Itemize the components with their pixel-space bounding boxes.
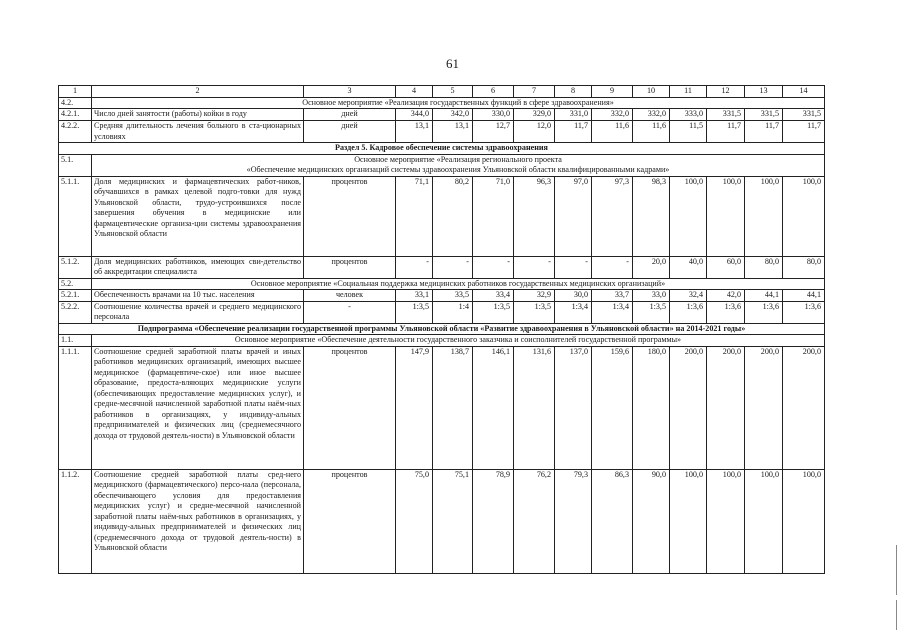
value-cell: 79,3 (555, 469, 592, 573)
page-number: 61 (446, 56, 459, 71)
value-cell: 200,0 (707, 346, 745, 469)
column-number: 3 (304, 86, 396, 98)
value-cell: 96,3 (514, 176, 555, 256)
indicator-description: Соотношение средней заработной платы врачей и иных работников медицинских организаций, имеющих высшее медицинское (фармацевтиче-ское) или иное высшее образование, предоста-вляющих медицинские услуги (обеспечивающих предоставление медицинских услуг), и средне-месячной начисленной заработной платы наём-ных работников в организациях, у индивиду-альных предпринимателей и физических лиц (среднемесячного дохода от трудовой деятель-ности) в Ульяновской области (92, 346, 304, 469)
value-cell: 1:4 (433, 301, 473, 323)
measure-title: Основное мероприятие «Социальная поддержка медицинских работников государственных медицинских организаций» (92, 278, 825, 290)
row-number: 1.1.2. (59, 469, 92, 573)
table-row (59, 278, 825, 290)
value-cell: 200,0 (783, 346, 825, 469)
value-cell: 40,0 (670, 256, 707, 278)
unit-cell: процентов (304, 176, 396, 256)
value-cell: 138,7 (433, 346, 473, 469)
value-cell: 71,0 (473, 176, 514, 256)
value-cell: 11,7 (555, 121, 592, 143)
measure-title-line: Основное мероприятие «Реализация регионального проекта (354, 154, 562, 164)
value-cell: 1:3,4 (592, 301, 633, 323)
value-cell: - (514, 256, 555, 278)
indicator-description: Соотношение количества врачей и среднего медицинского персонала (92, 301, 304, 323)
value-cell: 32,9 (514, 290, 555, 302)
unit-cell: дней (304, 109, 396, 121)
column-number: 4 (396, 86, 433, 98)
table-row (59, 346, 825, 469)
value-cell: 78,9 (473, 469, 514, 573)
value-cell: 146,1 (473, 346, 514, 469)
value-cell: 44,1 (783, 290, 825, 302)
value-cell: 137,0 (555, 346, 592, 469)
value-cell: 80,0 (783, 256, 825, 278)
value-cell: 1:3,6 (707, 301, 745, 323)
scan-edge-mark (896, 545, 897, 595)
unit-cell: процентов (304, 346, 396, 469)
column-number: 12 (707, 86, 745, 98)
value-cell: 331,5 (783, 109, 825, 121)
value-cell: 13,1 (396, 121, 433, 143)
value-cell: 12,0 (514, 121, 555, 143)
value-cell: 97,0 (555, 176, 592, 256)
indicator-description: Доля медицинских работников, имеющих сви-детельство об аккредитации специалиста (92, 256, 304, 278)
value-cell: 76,2 (514, 469, 555, 573)
unit-cell: дней (304, 121, 396, 143)
value-cell: 159,6 (592, 346, 633, 469)
table-row (59, 121, 825, 143)
value-cell: 1:3,4 (555, 301, 592, 323)
column-number: 1 (59, 86, 92, 98)
column-number: 7 (514, 86, 555, 98)
value-cell: 33,5 (433, 290, 473, 302)
row-number: 4.2.2. (59, 121, 92, 143)
value-cell: 1:3,6 (670, 301, 707, 323)
value-cell: 1:3,5 (396, 301, 433, 323)
row-number: 1.1.1. (59, 346, 92, 469)
value-cell: 100,0 (745, 469, 783, 573)
value-cell: 11,7 (707, 121, 745, 143)
value-cell: 32,4 (670, 290, 707, 302)
value-cell: - (473, 256, 514, 278)
value-cell: 33,0 (633, 290, 670, 302)
value-cell: - (592, 256, 633, 278)
value-cell: 33,1 (396, 290, 433, 302)
column-number: 8 (555, 86, 592, 98)
value-cell: 80,0 (745, 256, 783, 278)
value-cell: 11,6 (592, 121, 633, 143)
measure-title: Основное мероприятие «Реализация государственных функций в сфере здравоохранения» (92, 97, 825, 109)
value-cell: 1:3,5 (633, 301, 670, 323)
column-number: 5 (433, 86, 473, 98)
column-number: 11 (670, 86, 707, 98)
value-cell: 200,0 (745, 346, 783, 469)
value-cell: 1:3,6 (783, 301, 825, 323)
value-cell: 33,4 (473, 290, 514, 302)
value-cell: 100,0 (670, 176, 707, 256)
value-cell: 100,0 (783, 176, 825, 256)
value-cell: 11,5 (670, 121, 707, 143)
row-number: 5.2.1. (59, 290, 92, 302)
value-cell: 80,2 (433, 176, 473, 256)
indicator-description: Средняя длительность лечения больного в ста-ционарных условиях (92, 121, 304, 143)
value-cell: 1:3,5 (473, 301, 514, 323)
value-cell: 42,0 (707, 290, 745, 302)
value-cell: 342,0 (433, 109, 473, 121)
value-cell: 100,0 (670, 469, 707, 573)
value-cell: 344,0 (396, 109, 433, 121)
value-cell: 100,0 (707, 469, 745, 573)
value-cell: 75,1 (433, 469, 473, 573)
value-cell: 90,0 (633, 469, 670, 573)
table-row (59, 256, 825, 278)
value-cell: 11,7 (783, 121, 825, 143)
value-cell: 100,0 (707, 176, 745, 256)
value-cell: 11,7 (745, 121, 783, 143)
indicator-description: Число дней занятости (работы) койки в году (92, 109, 304, 121)
table-row (59, 176, 825, 256)
column-number: 2 (92, 86, 304, 98)
value-cell: 20,0 (633, 256, 670, 278)
value-cell: 30,0 (555, 290, 592, 302)
row-number: 5.2. (59, 278, 92, 290)
column-number: 13 (745, 86, 783, 98)
indicators-table (58, 85, 825, 574)
row-number: 5.2.2. (59, 301, 92, 323)
indicator-description: Обеспеченность врачами на 10 тыс. населения (92, 290, 304, 302)
section-heading: Подпрограмма «Обеспечение реализации государственной программы Ульяновской области «Развитие здравоохранения в Ульяновской области» на 2014-2021 годы» (59, 323, 825, 335)
value-cell: 200,0 (670, 346, 707, 469)
row-number: 5.1.2. (59, 256, 92, 278)
row-number: 4.2.1. (59, 109, 92, 121)
value-cell: 13,1 (433, 121, 473, 143)
unit-cell: - (304, 301, 396, 323)
value-cell: - (555, 256, 592, 278)
value-cell: 331,0 (555, 109, 592, 121)
header-row (59, 86, 825, 98)
value-cell: 131,6 (514, 346, 555, 469)
unit-cell: процентов (304, 256, 396, 278)
value-cell: 180,0 (633, 346, 670, 469)
table-row (59, 301, 825, 323)
value-cell: 60,0 (707, 256, 745, 278)
value-cell: 33,7 (592, 290, 633, 302)
table-row (59, 154, 825, 176)
value-cell: 12,7 (473, 121, 514, 143)
value-cell: 331,5 (745, 109, 783, 121)
value-cell: 330,0 (473, 109, 514, 121)
value-cell: - (396, 256, 433, 278)
column-number: 10 (633, 86, 670, 98)
row-number: 5.1. (59, 154, 92, 176)
unit-cell: процентов (304, 469, 396, 573)
value-cell: 100,0 (783, 469, 825, 573)
value-cell: 329,0 (514, 109, 555, 121)
value-cell: 332,0 (592, 109, 633, 121)
row-number: 4.2. (59, 97, 92, 109)
value-cell: 100,0 (745, 176, 783, 256)
table-row (59, 143, 825, 155)
measure-title (92, 154, 825, 176)
value-cell: - (433, 256, 473, 278)
section-heading: Раздел 5. Кадровое обеспечение системы здравоохранения (59, 143, 825, 155)
value-cell: 147,9 (396, 346, 433, 469)
column-number: 14 (783, 86, 825, 98)
table-row (59, 323, 825, 335)
value-cell: 332,0 (633, 109, 670, 121)
value-cell: 333,0 (670, 109, 707, 121)
value-cell: 11,6 (633, 121, 670, 143)
value-cell: 331,5 (707, 109, 745, 121)
row-number: 1.1. (59, 335, 92, 347)
measure-title-line: «Обеспечение медицинских организаций системы здравоохранения Ульяновской области квалифицированными кадрами» (246, 165, 670, 174)
indicator-description: Соотношение средней заработной платы сред-него медицинского (фармацевтического) персо-нала (персонала, обеспечивающего условия для предоставления медицинских услуг) и средне-месячной начисленной заработной платы наём-ных работников в организациях, у индивиду-альных предпринимателей и физических лиц (среднемесячного дохода от трудовой деятель-ности) в Ульяновской области (92, 469, 304, 573)
value-cell: 44,1 (745, 290, 783, 302)
unit-cell: человек (304, 290, 396, 302)
table-row (59, 109, 825, 121)
measure-title: Основное мероприятие «Обеспечение деятельности государственного заказчика и соисполнителей государственной программы» (92, 335, 825, 347)
row-number: 5.1.1. (59, 176, 92, 256)
value-cell: 98,3 (633, 176, 670, 256)
table-row (59, 290, 825, 302)
scan-edge-mark (896, 600, 897, 630)
indicator-description: Доля медицинских и фармацевтических работ-ников, обучавшихся в рамках целевой подго-товки для нужд Ульяновской области, трудо-устроившихся после завершения обучения в медицинские или фармацевтические организа-ции системы здравоохранения Ульяновской области (92, 176, 304, 256)
column-number: 6 (473, 86, 514, 98)
table-row (59, 335, 825, 347)
column-number: 9 (592, 86, 633, 98)
value-cell: 71,1 (396, 176, 433, 256)
value-cell: 75,0 (396, 469, 433, 573)
table-row (59, 97, 825, 109)
table-row (59, 469, 825, 573)
value-cell: 86,3 (592, 469, 633, 573)
value-cell: 1:3,6 (745, 301, 783, 323)
value-cell: 97,3 (592, 176, 633, 256)
value-cell: 1:3,5 (514, 301, 555, 323)
